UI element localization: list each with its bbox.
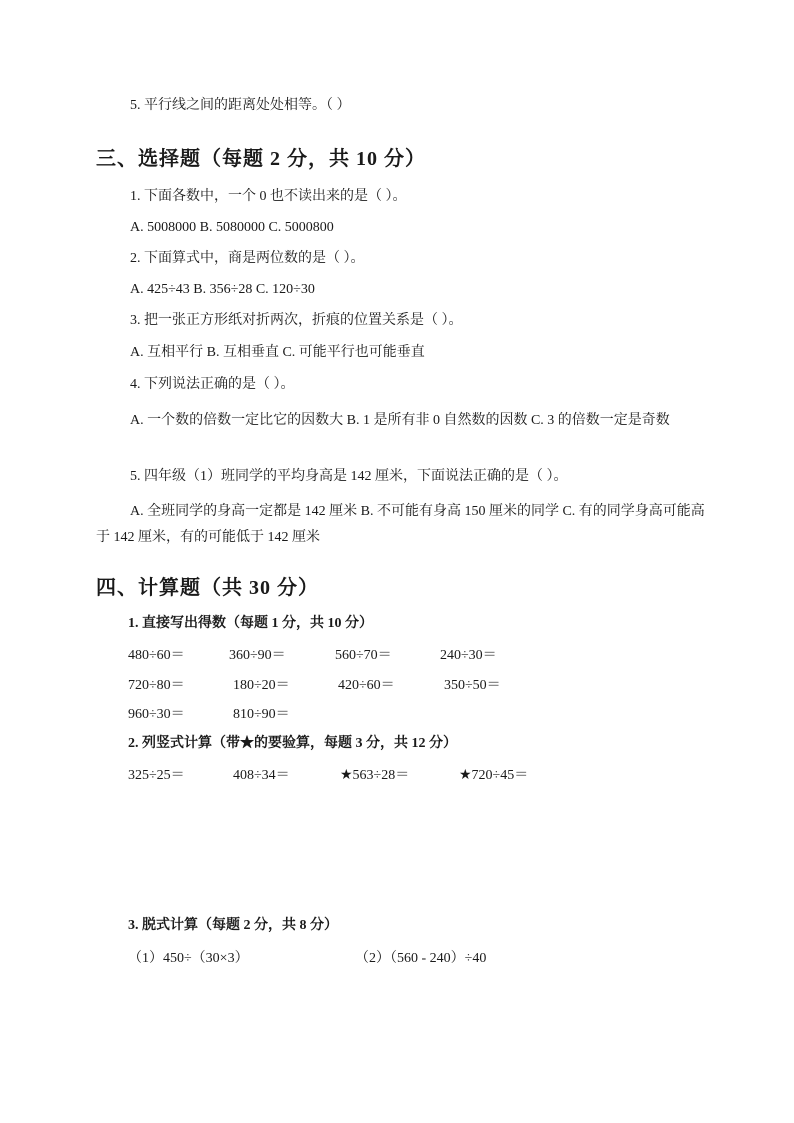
calc-item: （1）450÷（30×3） — [128, 951, 249, 966]
question-options: A. 全班同学的身高一定都是 142 厘米 B. 不可能有身高 150 厘米的同学 C. 有的同学身高可能高于 142 厘米，有的可能低于 142 厘米 — [96, 504, 705, 545]
calc-item: 810÷90＝ — [233, 707, 290, 722]
question-options: A. 一个数的倍数一定比它的因数大 B. 1 是所有非 0 自然数的因数 C. 3 的倍数一定是奇数 — [130, 413, 670, 428]
calc-item: 408÷34＝ — [233, 768, 290, 783]
subsection-title: 2. 列竖式计算（带★的要验算，每题 3 分，共 12 分） — [128, 736, 457, 751]
question-options: A. 425÷43 B. 356÷28 C. 120÷30 — [130, 282, 315, 297]
question-text: 4. 下列说法正确的是（ ）。 — [130, 377, 295, 392]
calc-item: 360÷90＝ — [229, 648, 286, 663]
calc-item: 960÷30＝ — [128, 707, 185, 722]
question-item: 5. 平行线之间的距离处处相等。（ ） — [130, 98, 351, 113]
calc-item: 420÷60＝ — [338, 678, 395, 693]
calc-item: 240÷30＝ — [440, 648, 497, 663]
section-title: 三、选择题（每题 2 分，共 10 分） — [96, 148, 426, 170]
calc-item: 350÷50＝ — [444, 678, 501, 693]
question-text: 2. 下面算式中，商是两位数的是（ ）。 — [130, 251, 365, 266]
section-title: 四、计算题（共 30 分） — [96, 577, 319, 599]
question-text: 3. 把一张正方形纸对折两次，折痕的位置关系是（ ）。 — [130, 313, 463, 328]
calc-item: 560÷70＝ — [335, 648, 392, 663]
calc-item: 325÷25＝ — [128, 768, 185, 783]
calc-item: ★563÷28＝ — [340, 768, 410, 783]
calc-item: 180÷20＝ — [233, 678, 290, 693]
question-options: A. 5008000 B. 5080000 C. 5000800 — [130, 220, 334, 235]
question-text: 1. 下面各数中，一个 0 也不读出来的是（ ）。 — [130, 189, 407, 204]
subsection-title: 1. 直接写出得数（每题 1 分，共 10 分） — [128, 616, 373, 631]
question-text: 5. 四年级（1）班同学的平均身高是 142 厘米，下面说法正确的是（ ）。 — [130, 469, 568, 484]
calc-item: 480÷60＝ — [128, 648, 185, 663]
calc-item: （2）（560 - 240）÷40 — [355, 951, 487, 966]
subsection-title: 3. 脱式计算（每题 2 分，共 8 分） — [128, 918, 338, 933]
calc-item: ★720÷45＝ — [459, 768, 529, 783]
calc-item: 720÷80＝ — [128, 678, 185, 693]
question-options: A. 互相平行 B. 互相垂直 C. 可能平行也可能垂直 — [130, 345, 425, 360]
